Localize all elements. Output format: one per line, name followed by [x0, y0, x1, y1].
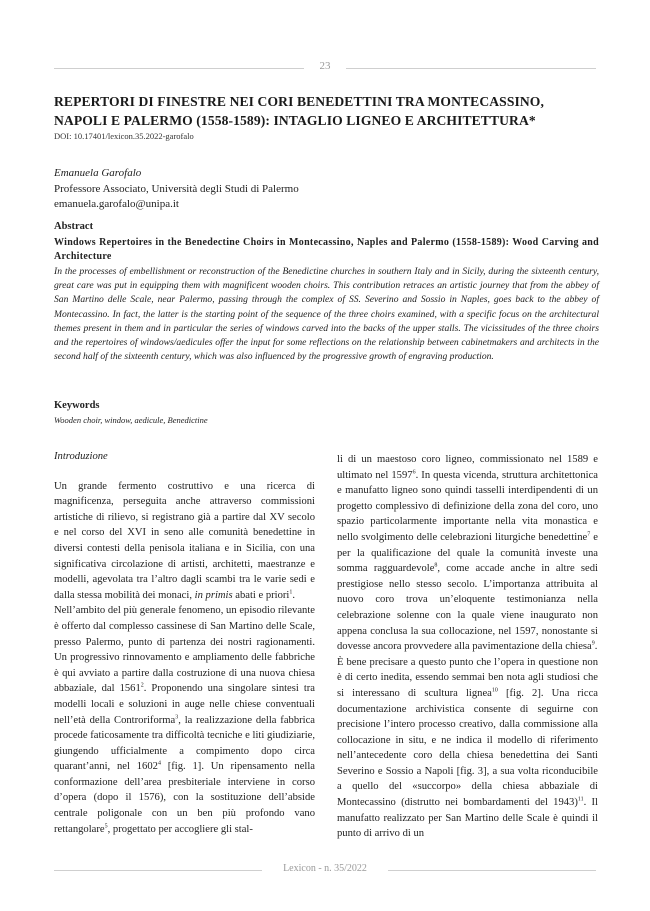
- footer-journal: Lexicon - n. 35/2022: [283, 863, 367, 874]
- footnote-ref[interactable]: 4: [157, 760, 161, 767]
- footnote-ref[interactable]: 8: [434, 562, 438, 569]
- body-column-right: [337, 452, 598, 842]
- footnote-ref[interactable]: 9: [591, 640, 595, 647]
- article-title: REPERTORI DI FINESTRE NEI CORI BENEDETTINI TRA MONTECASSINO, NAPOLI E PALERMO (1558-1589): INTAGLIO LIGNEO E ARCHITETTURA*: [54, 94, 544, 128]
- author-block: [54, 166, 599, 213]
- doi: DOI: 10.17401/lexicon.35.2022-garofalo: [54, 131, 194, 141]
- footnote-ref[interactable]: 1: [289, 589, 293, 596]
- keywords-text: Wooden choir, window, aedicule, Benedictine: [54, 415, 208, 425]
- header-rule-left: [54, 68, 304, 69]
- author-name: Emanuela Garofalo: [54, 167, 142, 179]
- author-affiliation: Professore Associato, Università degli Studi di Palermo: [54, 182, 299, 195]
- footnote-ref[interactable]: 5: [104, 823, 108, 830]
- footnote-ref[interactable]: 6: [412, 469, 416, 476]
- paragraph: li di un maestoso coro ligneo, commissionato nel 1589 e ultimato nel 1597$^6$. In questa vicenda, struttura architettonica e manufatto ligneo sono quindi tasselli interdipendenti di un progetto complessivo di definizione della zona del coro, uno spazio particolarmente importante nella vita monastica e nello svolgimento delle celebrazioni liturgiche benedettine$^7$ e per la qualificazione del quale la comunità investe una somma ragguardevole$^8$, come accade anche in altre sedi prestigiose nello stesso secolo. L’importanza attribuita al nuovo coro trova un’eloquente testimonianza nella celebrazione solenne con la quale viene inaugurato non appena conclusa la sua collocazione, nel 1597, nonostante si dovesse ancora provvedere alla pavimentazione della chiesa$^9$.: [337, 454, 598, 653]
- emphasis: in primis: [194, 589, 233, 601]
- abstract-text: In the processes of embellishment or reconstruction of the Benedictine churches in southern Italy and in Sicily, during the sixteenth century, great care was put in equipping them with magnificent wooden choirs. This contribution retraces an artistic journey that from the abbey of San Martino delle Scale, near Palermo, passing through the complex of SS. Severino and Sossio in Naples, goes back to the abbey of Montecassino. In fact, the latter is the starting point of the sequence of the three choirs examined, with a specific focus on the architectural themes present in them and in particular the series of windows carved into the backs of the upper stalls. The vicissitudes of the three choirs and the repertoires of windows/aedicules offer the input for some reflections on the relationship between cabinetmakers and architects in the second half of the sixteenth century, which was also influenced by the progressive growth of engraving production.: [54, 266, 599, 363]
- keywords-heading: Keywords: [54, 400, 100, 411]
- footnote-ref[interactable]: 10: [491, 687, 498, 694]
- paragraph: È bene precisare a questo punto che l’opera in questione non è di certo inedita, essendo semmai ben nota agli studiosi che si interessano di scultura lignea$^{10}$ [fig. 2]. Una ricca documentazione archivistica consente di seguirne con precisione l’intero processo creativo, dalla commissione alla collocazione in situ, e ne indica il modello di riferimento nell’antecedente coro della chiesa benedettina dei Santi Severino e Sossio a Napoli [fig. 3], a sua volta riconducibile a quello del «succorpo» della chiesa abbaziale di Montecassino (distrutto nei bombardamenti del 1943)$^{11}$. Il manufatto realizzato per San Martino delle Scale è quindi il punto di arrivo di un: [337, 656, 598, 840]
- author-email[interactable]: emanuela.garofalo@unipa.it: [54, 198, 179, 210]
- footnote-ref[interactable]: 11: [577, 796, 584, 803]
- body-column-left: [54, 449, 315, 837]
- abstract-section: [54, 221, 599, 364]
- footnote-ref[interactable]: 2: [140, 682, 144, 689]
- abstract-title: Windows Repertoires in the Benedectine Choirs in Montecassino, Naples and Palermo (1558-1589): Wood Carving and Architecture: [54, 237, 599, 262]
- abstract-heading: Abstract: [54, 221, 94, 232]
- footnote-ref[interactable]: 7: [587, 531, 591, 538]
- paragraph: Nell’ambito del più generale fenomeno, un episodio rilevante è offerto dal complesso cassinese di San Martino delle Scale, presso Palermo, punto di partenza dei nostri ragionamenti. Un progressivo rinnovamento e ampliamento delle fabbriche è qui avviato a partire dalla costruzione di una nuova chiesa abbaziale, dal 1561$^2$. Proponendo una singolare sintesi tra modelli locali e soluzioni in auge nelle chiese conventuali nell’età della Controriforma$^3$, la realizzazione della fabbrica procede faticosamente tra difficoltà tecniche e liti giudiziarie, giungendo ufficialmente a compimento dopo circa quarant’anni, nel 1602$^4$ [fig. 1]. Un ripensamento nella conformazione dell’area presbiteriale interviene in corso d’opera (dopo il 1576), con la sostituzione dell’abside centrale poligonale con un ben più profondo vano rettangolare$^5$, progettato per accogliere gli stal-: [54, 605, 316, 835]
- paragraph: Un grande fermento costruttivo e una ricerca di magnificenza, perseguita anche attraverso commissioni artistiche di rilievo, si registrano già a partire dal XV secolo e nel corso del XVI in seno alle comunità benedettine in diversi contesti della penisola italiana e in Sicilia, con una significativa circolazione di artisti, architetti, maestranze e modelli, agevolata tra l’altro dagli scambi tra le varie sedi e dalla stessa mobilità dei monaci, in primis abati e priori$^1$.: [54, 480, 315, 601]
- page-number: 23: [319, 60, 331, 72]
- header-rule-right: [346, 68, 596, 69]
- keywords-section: [54, 400, 599, 425]
- footnote-ref[interactable]: 3: [175, 713, 179, 720]
- intro-heading: Introduzione: [54, 451, 108, 462]
